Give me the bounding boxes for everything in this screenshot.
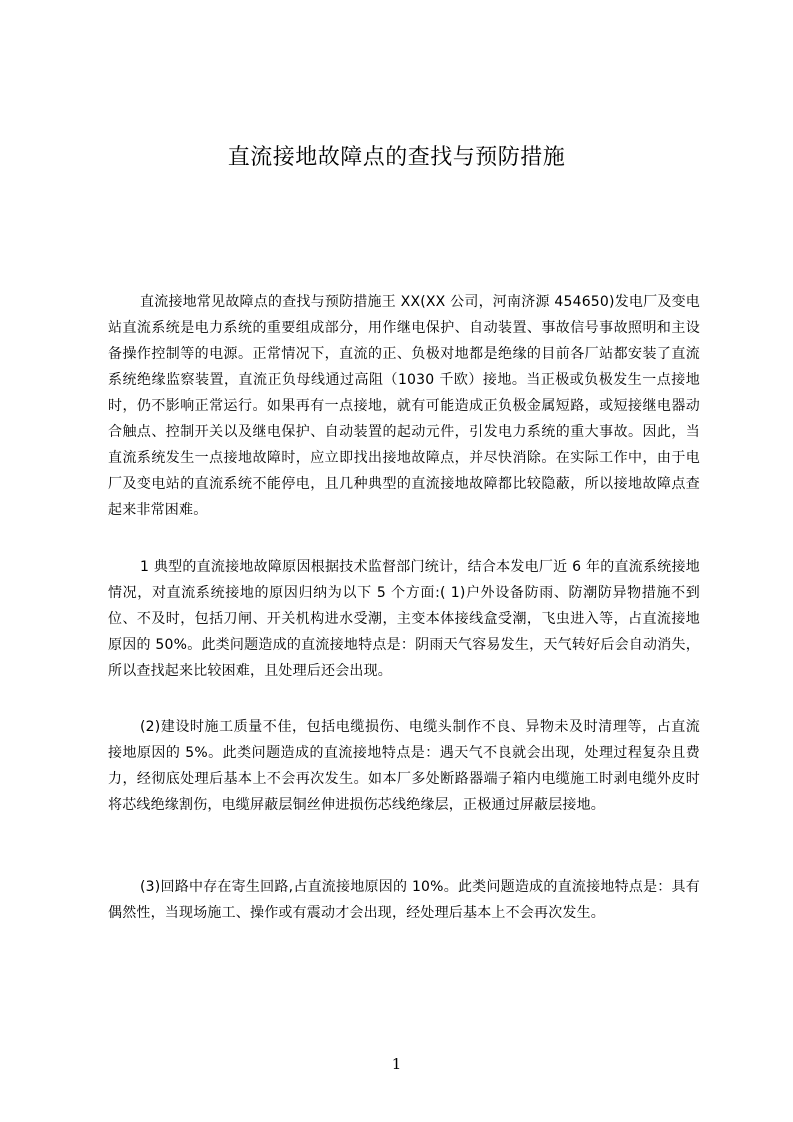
page-number: 1 <box>391 1055 402 1073</box>
paragraph-intro: 直流接地常见故障点的查找与预防措施王 XX(XX 公司，河南济源 454650)发电厂及变电站直流系统是电力系统的重要组成部分，用作继电保护、自动装置、事故信号事故照明和主设备操作控制等的电源。正常情况下，直流的正、负极对地都是绝缘的目前各厂站都安装了直流系统绝缘监察装置，直流正负母线通过高阻（1030 千欧）接地。当正极或负极发生一点接地时，仍不影响正常运行。如果再有一点接地，就有可能造成正负极金属短路，或短接继电器动合触点、控制开关以及继电保护、自动装置的起动元件，引发电力系统的重大事故。因此，当直流系统发生一点接地故障时，应立即找出接地故障点，并尽快消除。在实际工作中，由于电厂及变电站的直流系统不能停电，且几种典型的直流接地故障都比较隐蔽，所以接地故障点查起来非常困难。 <box>108 294 700 518</box>
paragraph-causes-3: (3)回路中存在寄生回路,占直流接地原因的 10%。此类问题造成的直流接地特点是：具有偶然性，当现场施工、操作或有震动才会出现，经处理后基本上不会再次发生。 <box>108 879 700 921</box>
paragraph-causes-1: 1 典型的直流接地故障原因根据技术监督部门统计，结合本发电厂近 6 年的直流系统接地情况，对直流系统接地的原因归纳为以下 5 个方面:( 1)户外设备防雨、防潮防异物措施不到位、不及时，包括刀闸、开关机构进水受潮，主变本体接线盒受潮，飞虫进入等，占直流接地原因的 50%。此类问题造成的直流接地特点是：阴雨天气容易发生，天气转好后会自动消失，所以查找起来比较困难，且处理后还会出现。 <box>108 559 700 679</box>
paragraph-causes-2: (2)建设时施工质量不佳，包括电缆损伤、电缆头制作不良、异物未及时清理等，占直流接地原因的 5%。此类问题造成的直流接地特点是：遇天气不良就会出现，处理过程复杂且费力，经彻底处理后基本上不会再次发生。如本厂多处断路器端子箱内电缆施工时剥电缆外皮时将芯线绝缘割伤，电缆屏蔽层铜丝伸进损伤芯线绝缘层，正极通过屏蔽层接地。 <box>108 719 700 813</box>
document-title: 直流接地故障点的查找与预防措施 <box>227 145 566 170</box>
